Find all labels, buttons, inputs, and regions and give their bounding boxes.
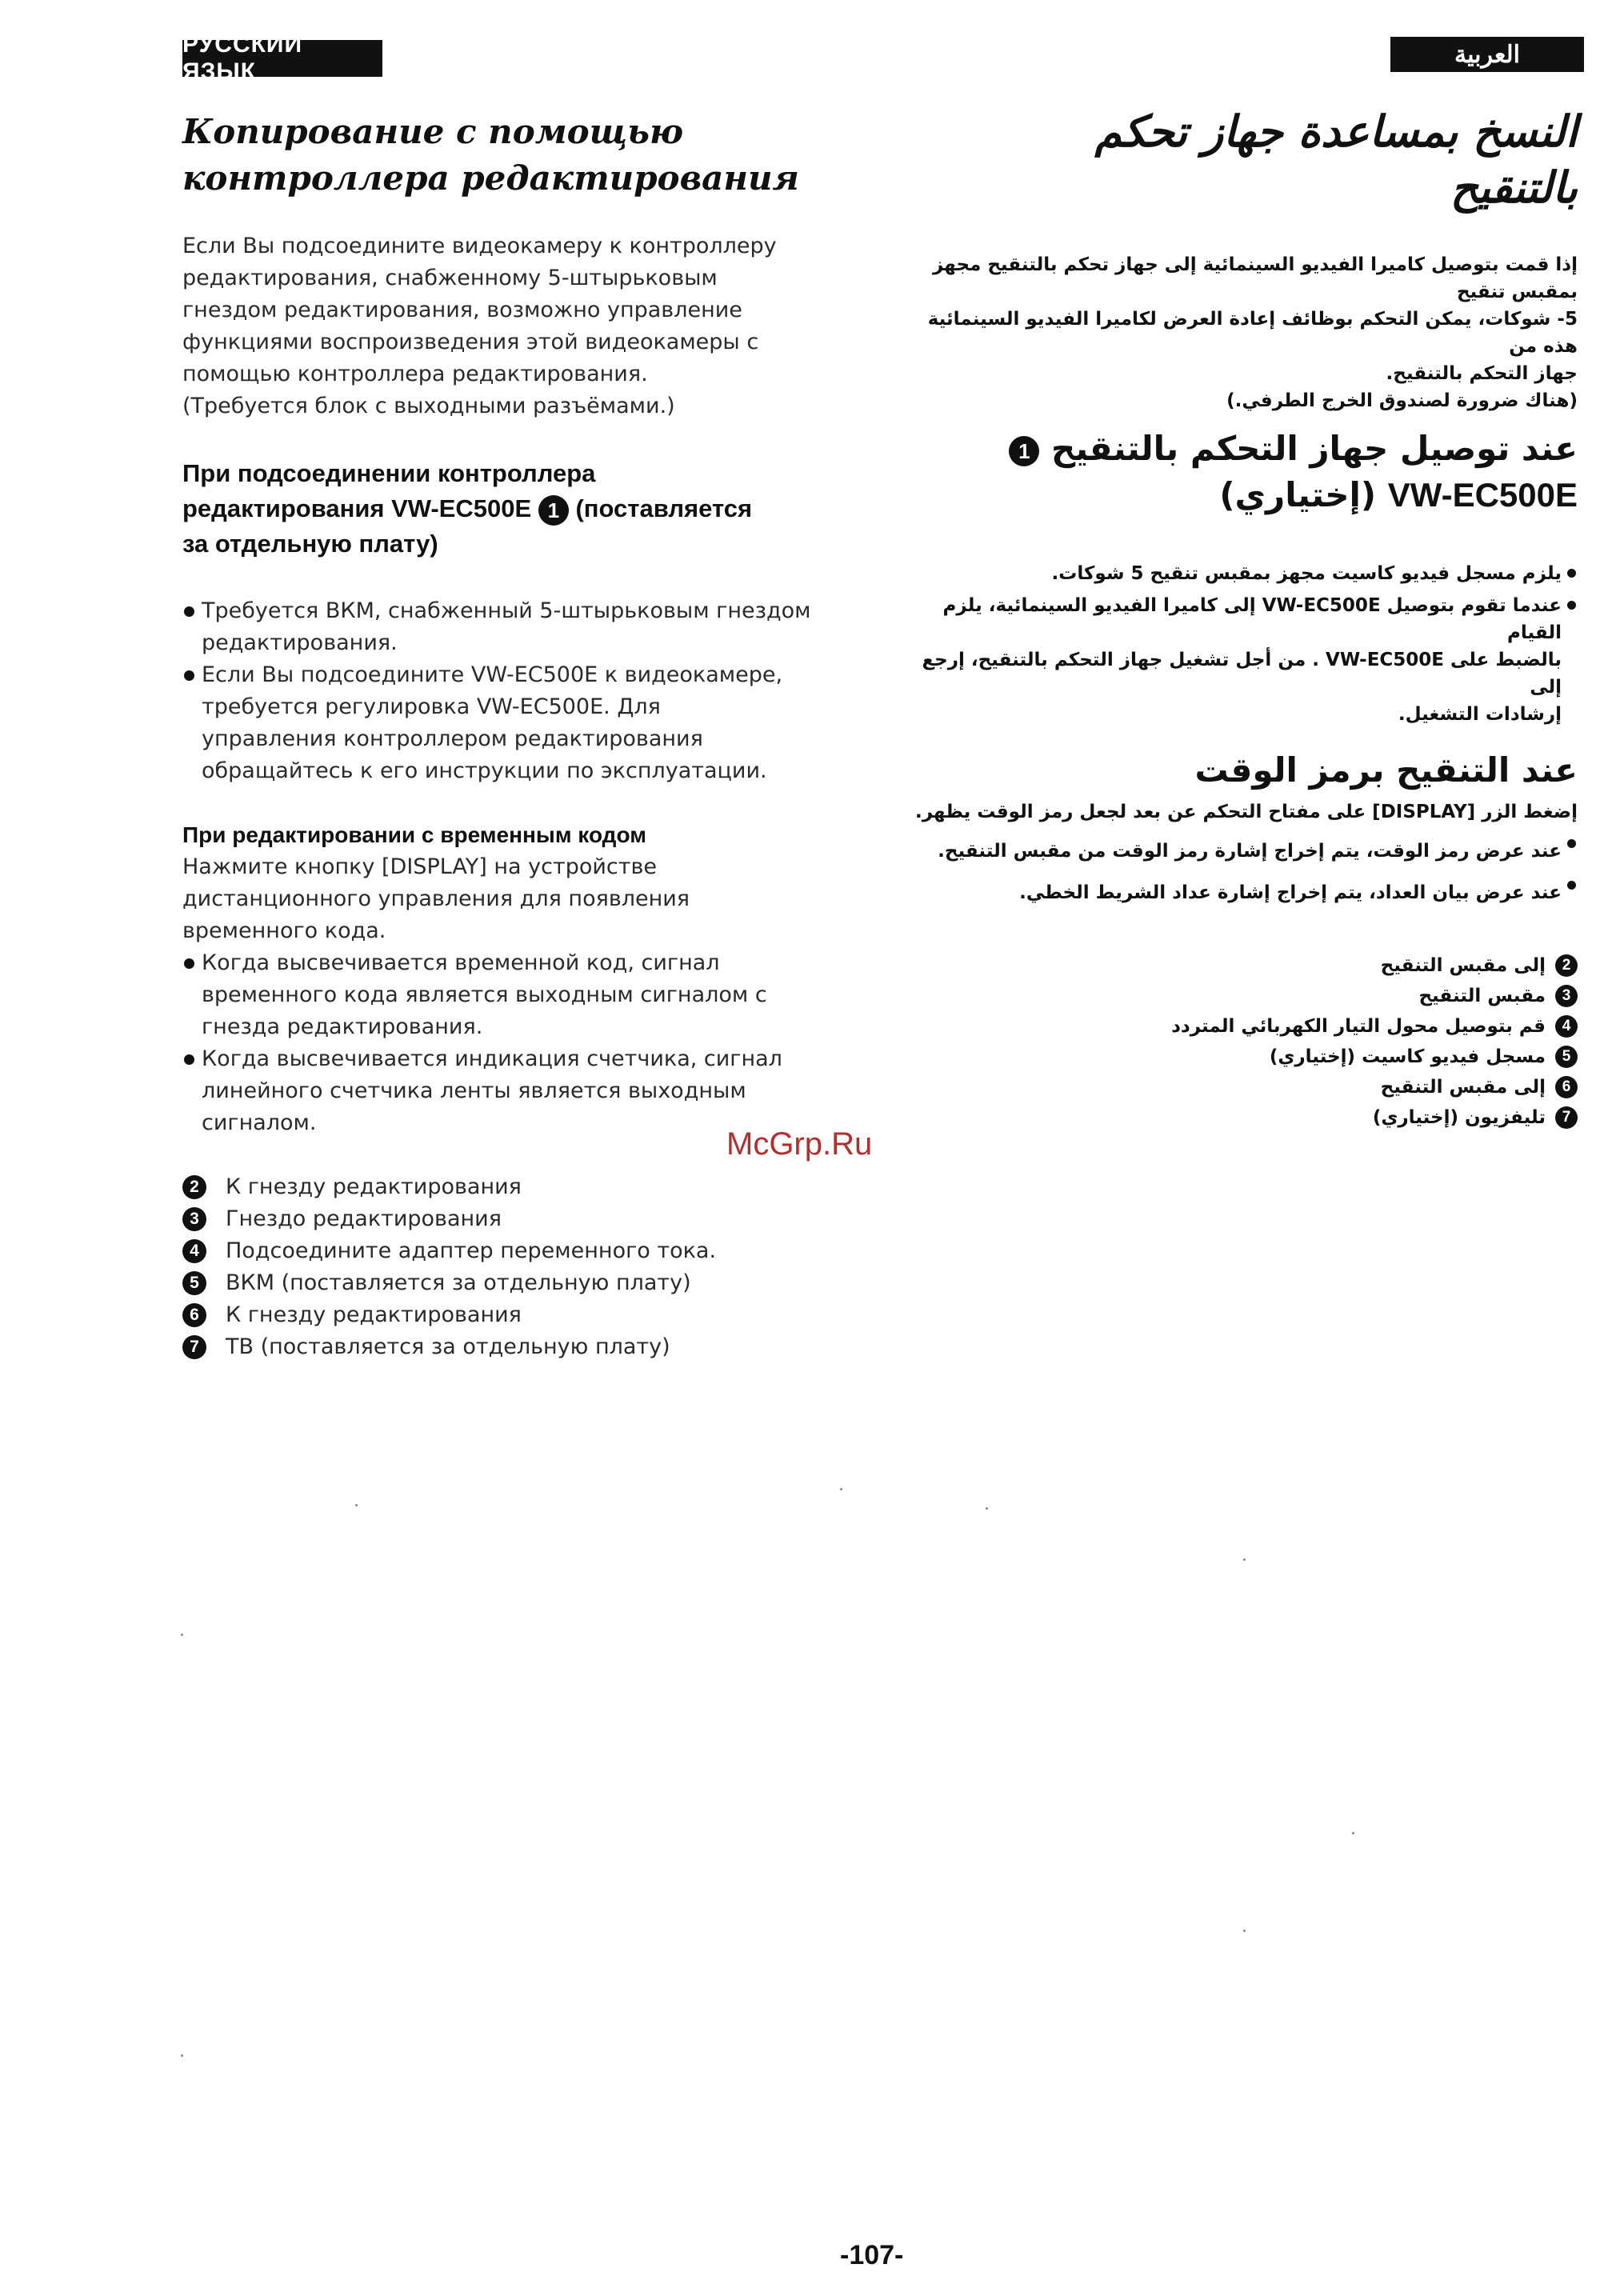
- legend-item: [914, 1102, 1578, 1133]
- legend-text: مقبس التنقيح: [1418, 986, 1546, 1006]
- callout-number-1: 1: [538, 495, 569, 526]
- legend-item: [182, 1235, 846, 1267]
- callout-number-7: 7: [1555, 1106, 1578, 1129]
- page-number: -107-: [840, 2240, 904, 2270]
- section-heading-line-1: [914, 426, 1578, 472]
- list-item: [182, 947, 846, 1043]
- list-item-line: требуется регулировка VW-EC500E. Для: [202, 694, 661, 719]
- list-item-line: управления контроллером редактирования: [202, 726, 703, 751]
- list-item-line: عندما تقوم بتوصيل VW-EC500E إلى كاميرا الفيديو السينمائية، يلزم القيام: [942, 595, 1562, 643]
- legend-text: ТВ (поставляется за отдельную плату): [226, 1334, 670, 1359]
- legend-text: Гнездо редактирования: [226, 1206, 502, 1231]
- legend-item: [182, 1299, 846, 1331]
- heading-text: عند توصيل جهاز التحكم بالتنقيح: [1050, 429, 1578, 468]
- list-item: [914, 592, 1578, 728]
- legend-text: Подсоедините адаптер переменного тока.: [226, 1238, 717, 1263]
- callout-number-4: 4: [182, 1239, 206, 1263]
- list-item: [914, 560, 1578, 587]
- list-item-line: редактирования.: [202, 630, 398, 655]
- callout-number-5: 5: [1555, 1046, 1578, 1068]
- list-item-line: линейного счетчика ленты является выходным: [202, 1078, 746, 1103]
- section-heading-line-1: При подсоединении контроллера: [182, 459, 596, 487]
- arabic-section-editing-controller: [914, 426, 1578, 728]
- list-item-line: Требуется ВКМ, снабженный 5-штырьковым гнездом: [202, 598, 811, 623]
- legend-text: تليفزيون (إختياري): [1372, 1107, 1546, 1128]
- list-item-line: Когда высвечивается временной код, сигнал: [202, 950, 720, 975]
- list-item: [914, 872, 1578, 914]
- callout-number-6: 6: [1555, 1076, 1578, 1098]
- callout-number-2: 2: [182, 1175, 206, 1199]
- list-item-line: гнезда редактирования.: [202, 1014, 483, 1039]
- scan-speck: [986, 1507, 988, 1510]
- legend-list: [914, 950, 1578, 1133]
- list-item-line: сигналом.: [202, 1110, 317, 1135]
- legend-text: إلى مقبس التنقيح: [1380, 955, 1546, 976]
- list-item: [914, 830, 1578, 872]
- list-item-line: обращайтесь к его инструкции по эксплуатации.: [202, 758, 767, 783]
- title-line-2: контроллера редактирования: [182, 158, 799, 198]
- legend-item: [914, 1011, 1578, 1042]
- legend-item: [914, 1072, 1578, 1102]
- legend-item: [914, 950, 1578, 981]
- legend-item: [182, 1331, 846, 1363]
- russian-intro: [182, 230, 846, 422]
- callout-number-3: 3: [182, 1207, 206, 1231]
- section-heading: عند التنقيح برمز الوقت: [1194, 750, 1578, 790]
- requirements-list: [914, 560, 1578, 728]
- russian-section-editing-controller: [182, 456, 846, 787]
- intro-line: 5- شوكات، يمكن التحكم بوظائف إعادة العرض لكاميرا الفيديو السينمائية هذه من: [927, 309, 1578, 357]
- legend-text: ВКМ (поставляется за отдельную плату): [226, 1270, 691, 1295]
- paragraph-line: дистанционного управления для появления: [182, 886, 690, 911]
- legend-text: К гнезду редактирования: [226, 1174, 522, 1199]
- intro-line: (Требуется блок с выходными разъёмами.): [182, 394, 675, 418]
- callout-number-6: 6: [182, 1303, 206, 1327]
- list-item-line: يلزم مسجل فيديو كاسيت مجهز بمقبس تنقيح 5 شوكات.: [1051, 563, 1562, 584]
- intro-line: помощью контроллера редактирования.: [182, 362, 648, 386]
- scan-speck: [1243, 1558, 1246, 1561]
- list-item-line: Когда высвечивается индикация счетчика, сигнал: [202, 1046, 782, 1071]
- scan-speck: [355, 1504, 358, 1506]
- intro-line: إذا قمت بتوصيل كاميرا الفيديو السينمائية إلى جهاز تحكم بالتنقيح مجهز بمقبس تنقيح: [933, 254, 1578, 302]
- callout-number-7: 7: [182, 1335, 206, 1359]
- legend-text: إلى مقبس التنقيح: [1380, 1077, 1546, 1098]
- arabic-section-time-code: [914, 747, 1578, 914]
- legend-item: [914, 1042, 1578, 1072]
- heading-optional-text: (إختياري): [1219, 475, 1377, 514]
- intro-line: редактирования, снабженному 5-штырьковым: [182, 266, 718, 290]
- scan-speck: [181, 1634, 183, 1636]
- heading-optional-text: (поставляется: [575, 494, 753, 522]
- callout-number-3: 3: [1555, 985, 1578, 1007]
- intro-line: (هناك ضرورة لصندوق الخرج الطرفي.): [1226, 390, 1578, 411]
- callout-number-5: 5: [182, 1271, 206, 1295]
- intro-line: гнездом редактирования, возможно управление: [182, 298, 742, 322]
- legend-text: مسجل فيديو كاسيت (إختياري): [1269, 1046, 1546, 1067]
- list-item-line: временного кода является выходным сигналом с: [202, 982, 767, 1007]
- arabic-legend: [914, 950, 1578, 1133]
- scan-speck: [1243, 1930, 1246, 1932]
- paragraph-line: временного кода.: [182, 918, 386, 943]
- heading-model-text: VW-EC500E: [1387, 476, 1578, 514]
- requirements-list: [182, 595, 846, 787]
- section-heading-line-2: [182, 491, 846, 526]
- list-item-line: بالضبط على VW-EC500E . من أجل تشغيل جهاز التحكم بالتنقيح، إرجع إلى: [922, 650, 1562, 698]
- scan-speck: [181, 2054, 183, 2057]
- russian-legend: [182, 1171, 846, 1363]
- title-line-1: النسخ بمساعدة جهاز تحكم: [1094, 106, 1578, 157]
- arabic-title: [914, 104, 1578, 216]
- russian-language-tag: РУССКИЙ ЯЗЫК: [182, 40, 382, 77]
- legend-item: [182, 1171, 846, 1203]
- russian-title: [182, 109, 846, 202]
- callout-number-4: 4: [1555, 1015, 1578, 1038]
- list-item: [182, 595, 846, 659]
- legend-text: К гнезду редактирования: [226, 1302, 522, 1327]
- callout-number-1: 1: [1009, 436, 1039, 466]
- title-line-2: بالتنقيح: [1450, 162, 1578, 213]
- legend-item: [914, 981, 1578, 1011]
- legend-list: [182, 1171, 846, 1363]
- intro-line: Если Вы подсоедините видеокамеру к контроллеру: [182, 234, 777, 258]
- time-code-list: [182, 947, 846, 1139]
- intro-line: функциями воспроизведения этой видеокамеры с: [182, 330, 759, 354]
- callout-number-2: 2: [1555, 954, 1578, 977]
- section-heading-line-3: за отдельную плату): [182, 530, 438, 558]
- legend-text: قم بتوصيل محول التيار الكهربائي المتردد: [1171, 1016, 1546, 1037]
- list-item: [182, 659, 846, 787]
- section-heading-line-2: [914, 472, 1578, 518]
- watermark: McGrp.Ru: [726, 1126, 873, 1162]
- scan-speck: [1352, 1832, 1354, 1834]
- legend-item: [182, 1267, 846, 1299]
- list-item-line: عند عرض بيان العداد، يتم إخراج إشارة عداد الشريط الخطي.: [1019, 882, 1562, 903]
- russian-section-time-code: [182, 819, 846, 1139]
- scan-speck: [840, 1488, 842, 1490]
- intro-line: جهاز التحكم بالتنقيح.: [1386, 363, 1578, 384]
- time-code-list: [914, 830, 1578, 914]
- arabic-language-tag: العربية: [1390, 37, 1584, 72]
- title-line-1: Копирование с помощью: [182, 112, 684, 151]
- list-item-line: عند عرض رمز الوقت، يتم إخراج إشارة رمز الوقت من مقبس التنقيح.: [938, 841, 1562, 862]
- arabic-intro: [914, 251, 1578, 414]
- heading-model-text: редактирования VW-EC500E: [182, 494, 532, 522]
- list-item-line: إرشادات التشغيل.: [1398, 704, 1562, 725]
- paragraph-line: Нажмите кнопку [DISPLAY] на устройстве: [182, 854, 657, 879]
- legend-item: [182, 1203, 846, 1235]
- section-heading: При редактировании с временным кодом: [182, 822, 646, 847]
- list-item-line: Если Вы подсоедините VW-EC500E к видеокамере,: [202, 662, 783, 687]
- list-item: [182, 1043, 846, 1139]
- paragraph-line: إضغط الزر [DISPLAY] على مفتاح التحكم عن بعد لجعل رمز الوقت يظهر.: [915, 802, 1578, 822]
